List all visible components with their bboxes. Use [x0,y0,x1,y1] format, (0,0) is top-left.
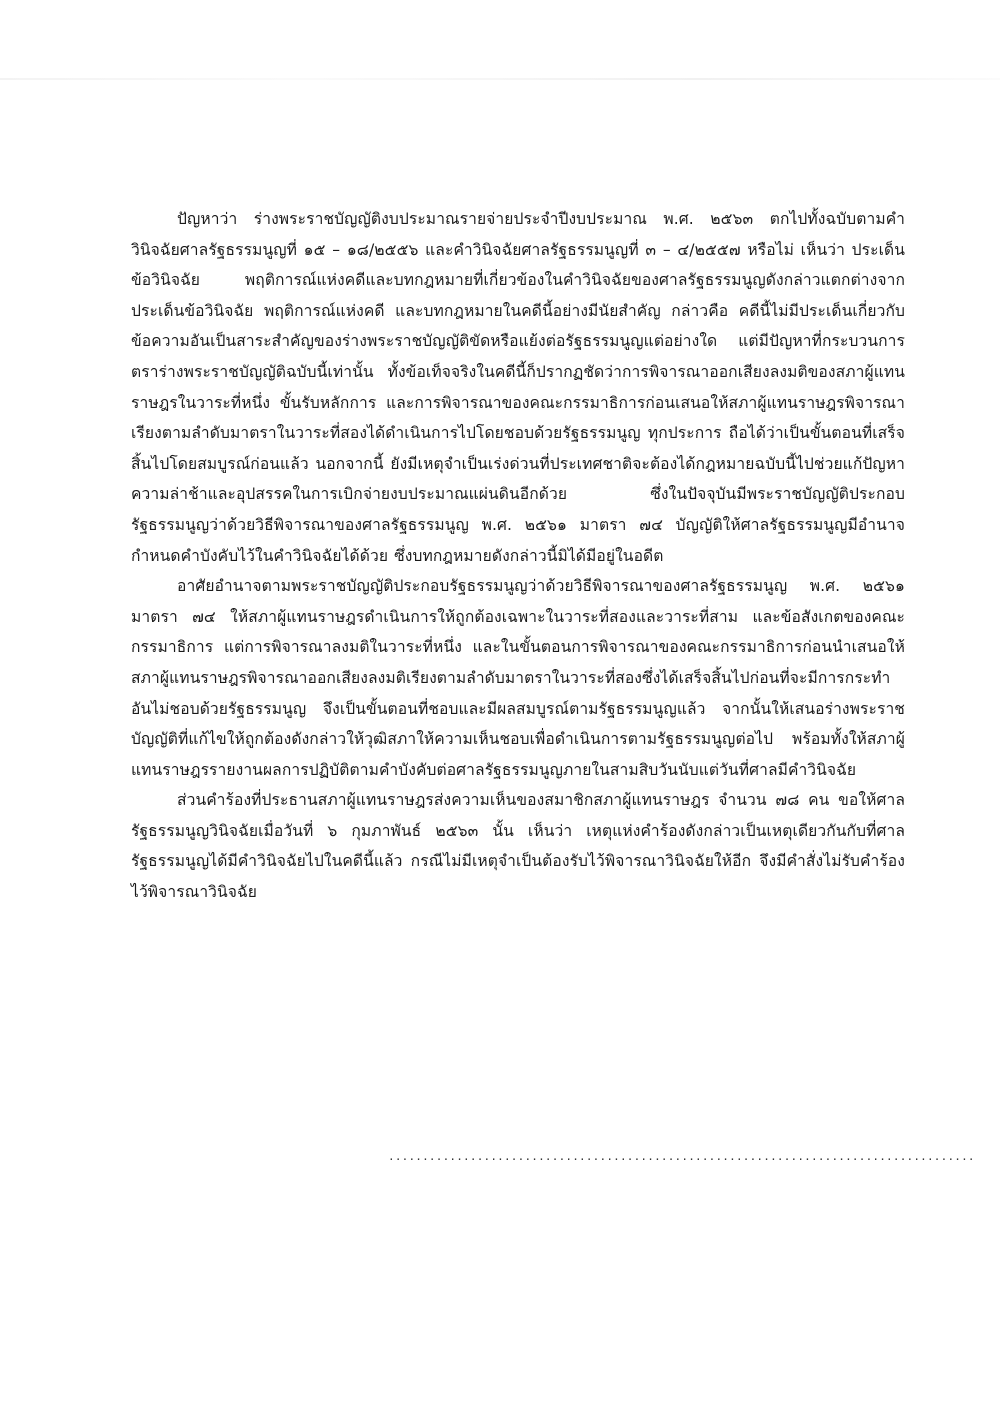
paragraph-1: ปัญหาว่า ร่างพระราชบัญญัติงบประมาณรายจ่ายประจำปีงบประมาณ พ.ศ. ๒๕๖๓ ตกไปทั้งฉบับตามคำวินิจฉัยศาลรัฐธรรมนูญที่ ๑๕ – ๑๘/๒๕๕๖ และคำวินิจฉัยศาลรัฐธรรมนูญที่ ๓ – ๔/๒๕๕๗ หรือไม่ เห็นว่า ประเด็นข้อวินิจฉัย พฤติการณ์แห่งคดีและบทกฎหมายที่เกี่ยวข้องในคำวินิจฉัยของศาลรัฐธรรมนูญดังกล่าวแตกต่างจากประเด็นข้อวินิจฉัย พฤติการณ์แห่งคดี และบทกฎหมายในคดีนี้อย่างมีนัยสำคัญ กล่าวคือ คดีนี้ไม่มีประเด็นเกี่ยวกับข้อความอันเป็นสาระสำคัญของร่างพระราชบัญญัติขัดหรือแย้งต่อรัฐธรรมนูญแต่อย่างใด แต่มีปัญหาที่กระบวนการตราร่างพระราชบัญญัติฉบับนี้เท่านั้น ทั้งข้อเท็จจริงในคดีนี้ก็ปรากฏชัดว่าการพิจารณาออกเสียงลงมติของสภาผู้แทนราษฎรในวาระที่หนึ่ง ขั้นรับหลักการ และการพิจารณาของคณะกรรมาธิการก่อนเสนอให้สภาผู้แทนราษฎรพิจารณาเรียงตามลำดับมาตราในวาระที่สองได้ดำเนินการไปโดยชอบด้วยรัฐธรรมนูญ ทุกประการ ถือได้ว่าเป็นขั้นตอนที่เสร็จสิ้นไปโดยสมบูรณ์ก่อนแล้ว นอกจากนี้ ยังมีเหตุจำเป็นเร่งด่วนที่ประเทศชาติจะต้องได้กฎหมายฉบับนี้ไปช่วยแก้ปัญหาความล่าช้าและอุปสรรคในการเบิกจ่ายงบประมาณแผ่นดินอีกด้วย ซึ่งในปัจจุบันมีพระราชบัญญัติประกอบรัฐธรรมนูญว่าด้วยวิธีพิจารณาของศาลรัฐธรรมนูญ พ.ศ. ๒๕๖๑ มาตรา ๗๔ บัญญัติให้ศาลรัฐธรรมนูญมีอำนาจกำหนดคำบังคับไว้ในคำวินิจฉัยได้ด้วย ซึ่งบทกฎหมายดังกล่าวนี้มิได้มีอยู่ในอดีต [131,210,905,565]
scan-edge-artifact [0,78,1000,80]
paragraph-2: อาศัยอำนาจตามพระราชบัญญัติประกอบรัฐธรรมนูญว่าด้วยวิธีพิจารณาของศาลรัฐธรรมนูญ พ.ศ. ๒๕๖๑ มาตรา ๗๔ ให้สภาผู้แทนราษฎรดำเนินการให้ถูกต้องเฉพาะในวาระที่สองและวาระที่สาม และข้อสังเกตของคณะกรรมาธิการ แต่การพิจารณาลงมติในวาระที่หนึ่ง และในขั้นตอนการพิจารณาของคณะกรรมาธิการก่อนนำเสนอให้สภาผู้แทนราษฎรพิจารณาออกเสียงลงมติเรียงตามลำดับมาตราในวาระที่สองซึ่งได้เสร็จสิ้นไปก่อนที่จะมีการกระทำอันไม่ชอบด้วยรัฐธรรมนูญ จึงเป็นขั้นตอนที่ชอบและมีผลสมบูรณ์ตามรัฐธรรมนูญแล้ว จากนั้นให้เสนอร่างพระราชบัญญัติที่แก้ไขให้ถูกต้องดังกล่าวให้วุฒิสภาให้ความเห็นชอบเพื่อดำเนินการตามรัฐธรรมนูญต่อไป พร้อมทั้งให้สภาผู้แทนราษฎรรายงานผลการปฏิบัติตามคำบังคับต่อศาลรัฐธรรมนูญภายในสามสิบวันนับแต่วันที่ศาลมีคำวินิจฉัย [131,577,905,779]
signature-dotted-line: ...................................................................................... [388,1150,975,1163]
document-body [131,204,905,908]
paragraph-3: ส่วนคำร้องที่ประธานสภาผู้แทนราษฎรส่งความเห็นของสมาชิกสภาผู้แทนราษฎร จำนวน ๗๘ คน ขอให้ศาลรัฐธรรมนูญวินิจฉัยเมื่อวันที่ ๖ กุมภาพันธ์ ๒๕๖๓ นั้น เห็นว่า เหตุแห่งคำร้องดังกล่าวเป็นเหตุเดียวกันกับที่ศาลรัฐธรรมนูญได้มีคำวินิจฉัยไปในคดีนี้แล้ว กรณีไม่มีเหตุจำเป็นต้องรับไว้พิจารณาวินิจฉัยให้อีก จึงมีคำสั่งไม่รับคำร้องไว้พิจารณาวินิจฉัย [131,791,905,902]
